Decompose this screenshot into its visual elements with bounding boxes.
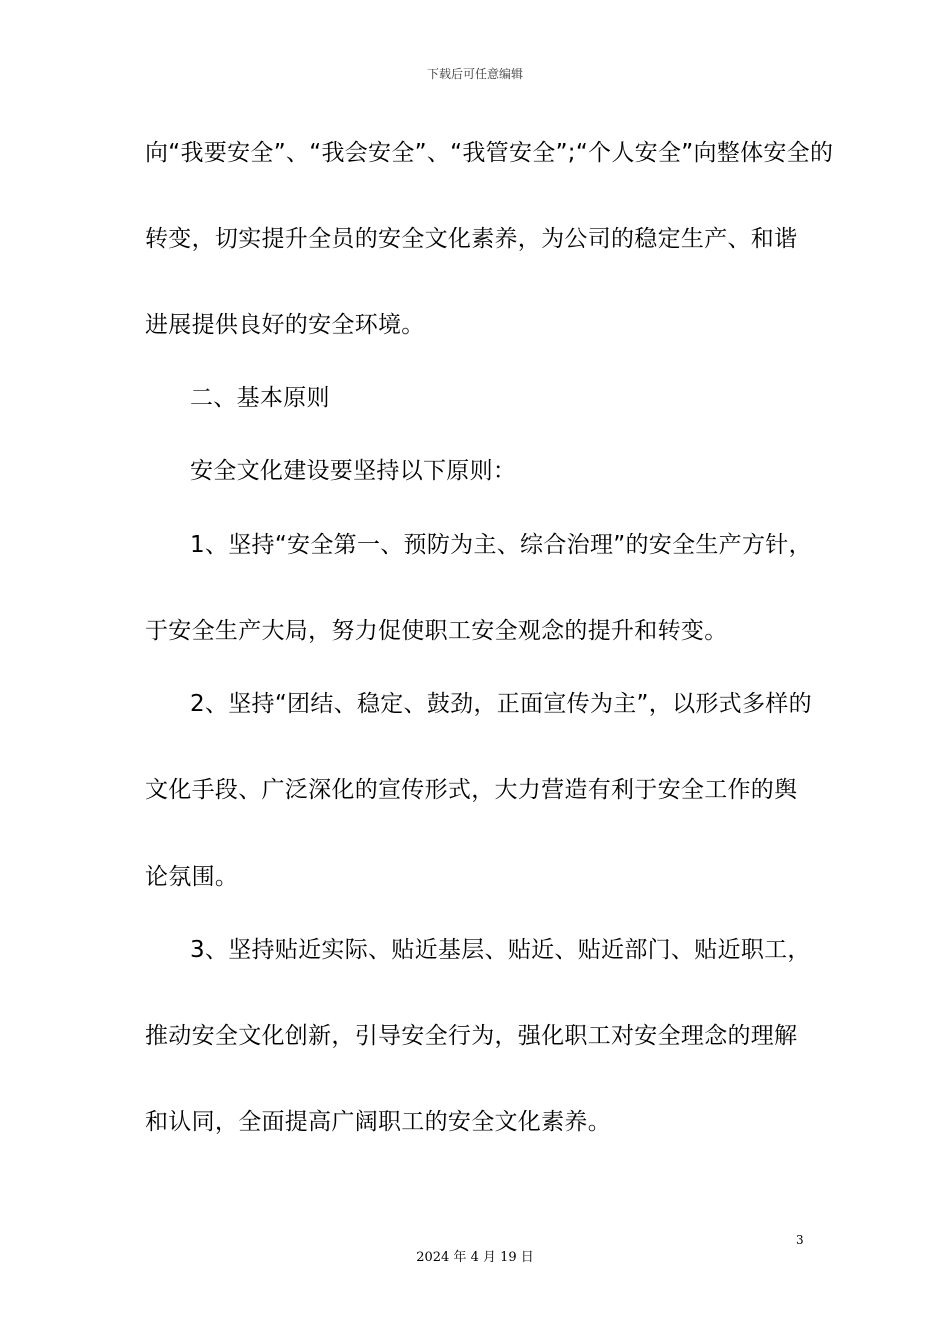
principle-2-line-1: 2、坚持“团结、稳定、鼓劲，正面宣传为主”，以形式多样的 [190, 691, 812, 717]
section-heading: 二、基本原则 [190, 385, 330, 411]
principle-3-line-1: 3、坚持贴近实际、贴近基层、贴近、贴近部门、贴近职工， [190, 937, 811, 963]
principle-3-line-2: 推动安全文化创新，引导安全行为，强化职工对安全理念的理解 [145, 1023, 798, 1049]
principle-2-line-2: 文化手段、广泛深化的宣传形式，大力营造有利于安全工作的舆 [145, 777, 798, 803]
principle-3-line-3: 和认同，全面提高广阔职工的安全文化素养。 [145, 1109, 611, 1135]
body-line-2: 转变，切实提升全员的安全文化素养，为公司的稳定生产、和谐 [145, 226, 798, 252]
footer-date: 2024 年 4 月 19 日 [416, 1250, 534, 1265]
body-line-3: 进展提供良好的安全环境。 [145, 312, 425, 338]
principle-1-line-1: 1、坚持“安全第一、预防为主、综合治理”的安全生产方针， [190, 532, 812, 558]
page-header: 下载后可任意编辑 [426, 67, 523, 81]
page-number: 3 [796, 1233, 804, 1247]
body-line-1: 向“我要安全”、“我会安全”、“我管安全”;“个人安全”向整体安全的 [145, 140, 834, 166]
principle-1-line-2: 于安全生产大局，努力促使职工安全观念的提升和转变。 [145, 618, 728, 644]
principle-2-line-3: 论氛围。 [145, 864, 239, 890]
body-line-5: 安全文化建设要坚持以下原则： [190, 458, 517, 484]
